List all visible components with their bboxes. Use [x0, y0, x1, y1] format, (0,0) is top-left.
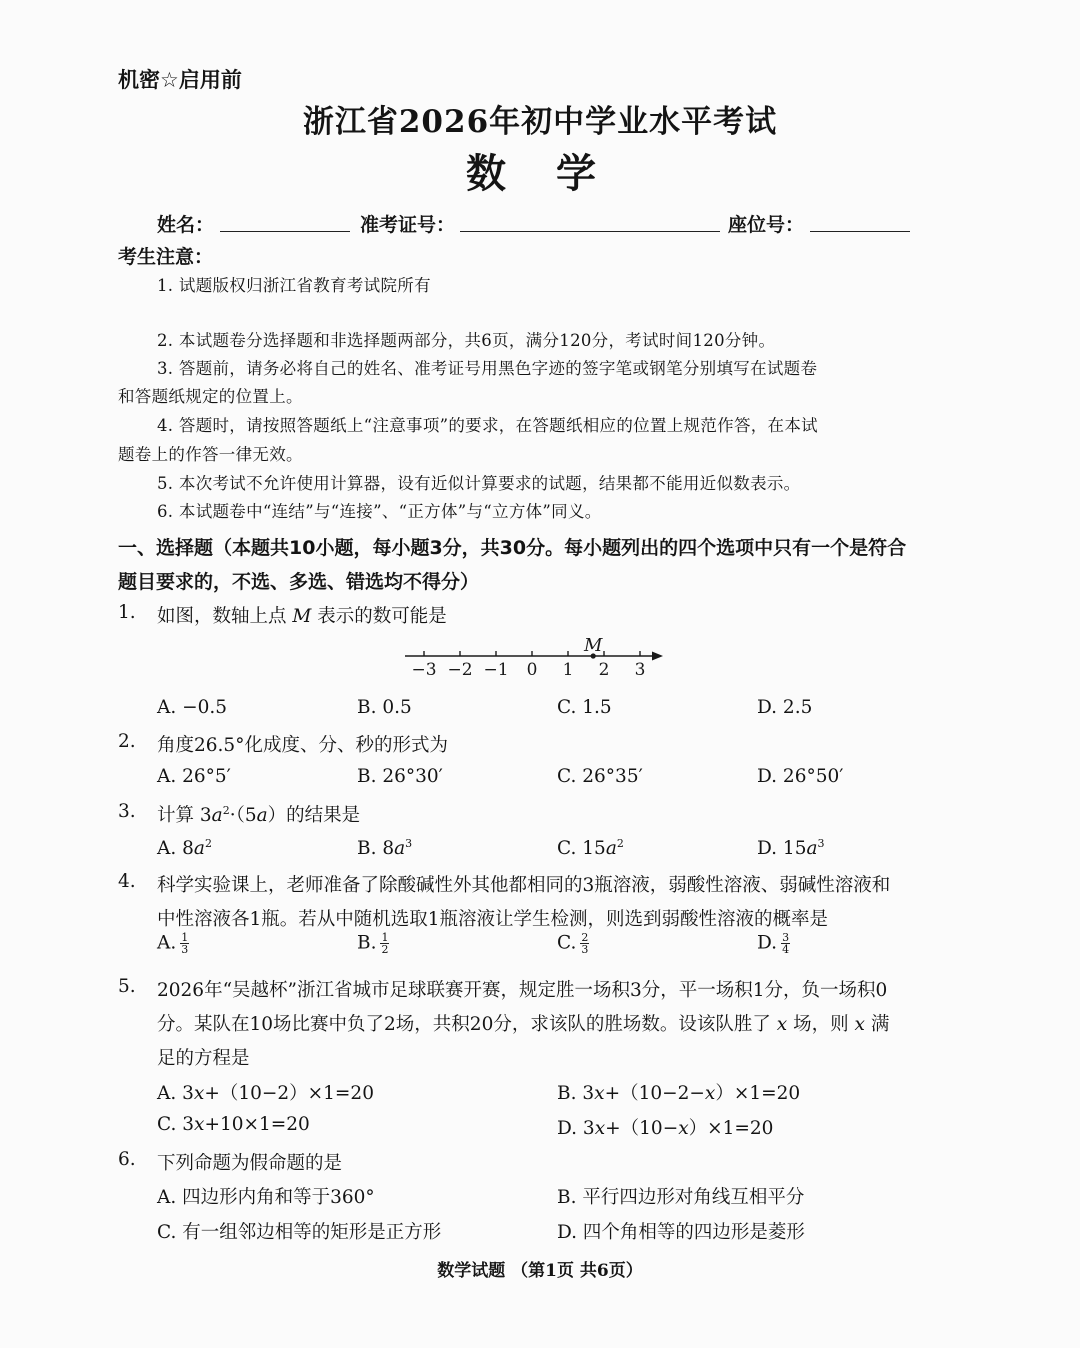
tick-label: 0: [526, 660, 538, 680]
option-c: C. 26°35′: [557, 766, 643, 787]
exam-id-blank: [460, 231, 720, 232]
option-b: B. 0.5: [357, 697, 412, 718]
notice-item: 2. 本试题卷分选择题和非选择题两部分，共6页，满分120分，考试时间120分钟。: [157, 331, 776, 350]
option-b: B. 3x+（10−2−x）×1=20: [557, 1083, 801, 1104]
option-c: C. 1.5: [557, 697, 612, 718]
question-text: 如图，数轴上点 M 表示的数可能是: [157, 606, 447, 627]
notice-item: 题卷上的作答一律无效。: [118, 445, 303, 464]
option-b: B. 平行四边形对角线互相平分: [557, 1187, 805, 1208]
question-text: 科学实验课上，老师准备了除酸碱性外其他都相同的3瓶溶液，弱酸性溶液、弱碱性溶液和: [157, 875, 891, 896]
option-d: D. 26°50′: [757, 766, 844, 787]
option-a: A. $8a^2$: [157, 837, 212, 860]
option-a: A. 四边形内角和等于360°: [157, 1187, 375, 1208]
question-number: 3.: [118, 801, 136, 822]
question-text: 下列命题为假命题的是: [157, 1153, 343, 1174]
tick-label: 2: [598, 660, 610, 680]
option-c: C. 有一组邻边相等的矩形是正方形: [157, 1222, 442, 1243]
question-number: 5.: [118, 976, 136, 997]
arrow-head-icon: [652, 652, 663, 661]
subject-title: 数 学: [466, 150, 614, 197]
name-blank: [220, 231, 350, 232]
option-d: D. 四个角相等的四边形是菱形: [557, 1222, 805, 1243]
option-c: C. $\frac{2}{3}$: [557, 931, 589, 956]
option-a: A. 3x+（10−2）×1=20: [157, 1083, 374, 1104]
option-a: A. 26°5′: [157, 766, 231, 787]
option-d: D. 3x+（10−x）×1=20: [557, 1118, 774, 1139]
section-heading: 一、选择题（本题共10小题，每小题3分，共30分。每小题列出的四个选项中只有一个是符合: [118, 537, 907, 559]
question-text: 角度26.5°化成度、分、秒的形式为: [157, 735, 448, 756]
option-b: B. $\frac{1}{2}$: [357, 931, 389, 956]
confidential-label: 机密☆启用前: [118, 68, 242, 92]
option-c: C. 3x+10×1=20: [157, 1114, 310, 1135]
number-line-figure: [395, 630, 675, 686]
question-text-cont: 足的方程是: [157, 1048, 250, 1069]
question-number: 2.: [118, 731, 136, 752]
tick-label: −2: [447, 660, 473, 680]
option-c: C. $15a^2$: [557, 837, 624, 860]
exam-title: 浙江省2026年初中学业水平考试: [302, 104, 778, 140]
name-label: 姓名：: [157, 214, 215, 236]
question-text-cont: 中性溶液各1瓶。若从中随机选取1瓶溶液让学生检测，则选到弱酸性溶液的概率是: [157, 909, 829, 930]
seat-label: 座位号：: [728, 214, 805, 236]
question-number: 1.: [118, 602, 136, 623]
notice-item: 1. 试题版权归浙江省教育考试院所有: [157, 276, 431, 295]
notice-item: 和答题纸规定的位置上。: [118, 387, 303, 406]
question-number: 4.: [118, 871, 136, 892]
question-text-cont: 分。某队在10场比赛中负了2场，共积20分，求该队的胜场数。设该队胜了 x 场，则 x 满: [157, 1014, 890, 1035]
option-d: D. 2.5: [757, 697, 813, 718]
option-b: B. 26°30′: [357, 766, 443, 787]
option-d: D. $15a^3$: [757, 837, 825, 860]
notice-item: 3. 答题前，请务必将自己的姓名、准考证号用黑色字迹的签字笔或钢笔分别填写在试题卷: [157, 359, 818, 378]
point-m-label: M: [583, 635, 603, 656]
tick-label: 3: [634, 660, 646, 680]
tick-label: −1: [483, 660, 509, 680]
notice-item: 4. 答题时，请按照答题纸上“注意事项”的要求，在答题纸相应的位置上规范作答，在本试: [157, 416, 818, 435]
section-heading-cont: 题目要求的，不选、多选、错选均不得分）: [118, 571, 480, 593]
page-footer: 数学试题 （第1页 共6页）: [437, 1261, 643, 1281]
option-b: B. $8a^3$: [357, 837, 413, 860]
notice-title: 考生注意：: [118, 246, 214, 268]
tick-label: 1: [562, 660, 574, 680]
question-text: 2026年“吴越杯”浙江省城市足球联赛开赛，规定胜一场积3分，平一场积1分，负一场积0: [157, 980, 888, 1001]
question-text: 计算 $3a^2\cdot(5a)$的结果是: [157, 803, 361, 826]
option-d: D. $\frac{3}{4}$: [757, 931, 790, 956]
question-number: 6.: [118, 1149, 136, 1170]
tick-label: −3: [411, 660, 437, 680]
option-a: A. −0.5: [157, 697, 228, 718]
notice-item: 6. 本试题卷中“连结”与“连接”、“正方体”与“立方体”同义。: [157, 502, 602, 521]
option-a: A. $\frac{1}{3}$: [157, 931, 189, 956]
seat-blank: [810, 231, 910, 232]
notice-item: 5. 本次考试不允许使用计算器，设有近似计算要求的试题，结果都不能用近似数表示。: [157, 474, 801, 493]
exam-id-label: 准考证号：: [360, 214, 456, 236]
